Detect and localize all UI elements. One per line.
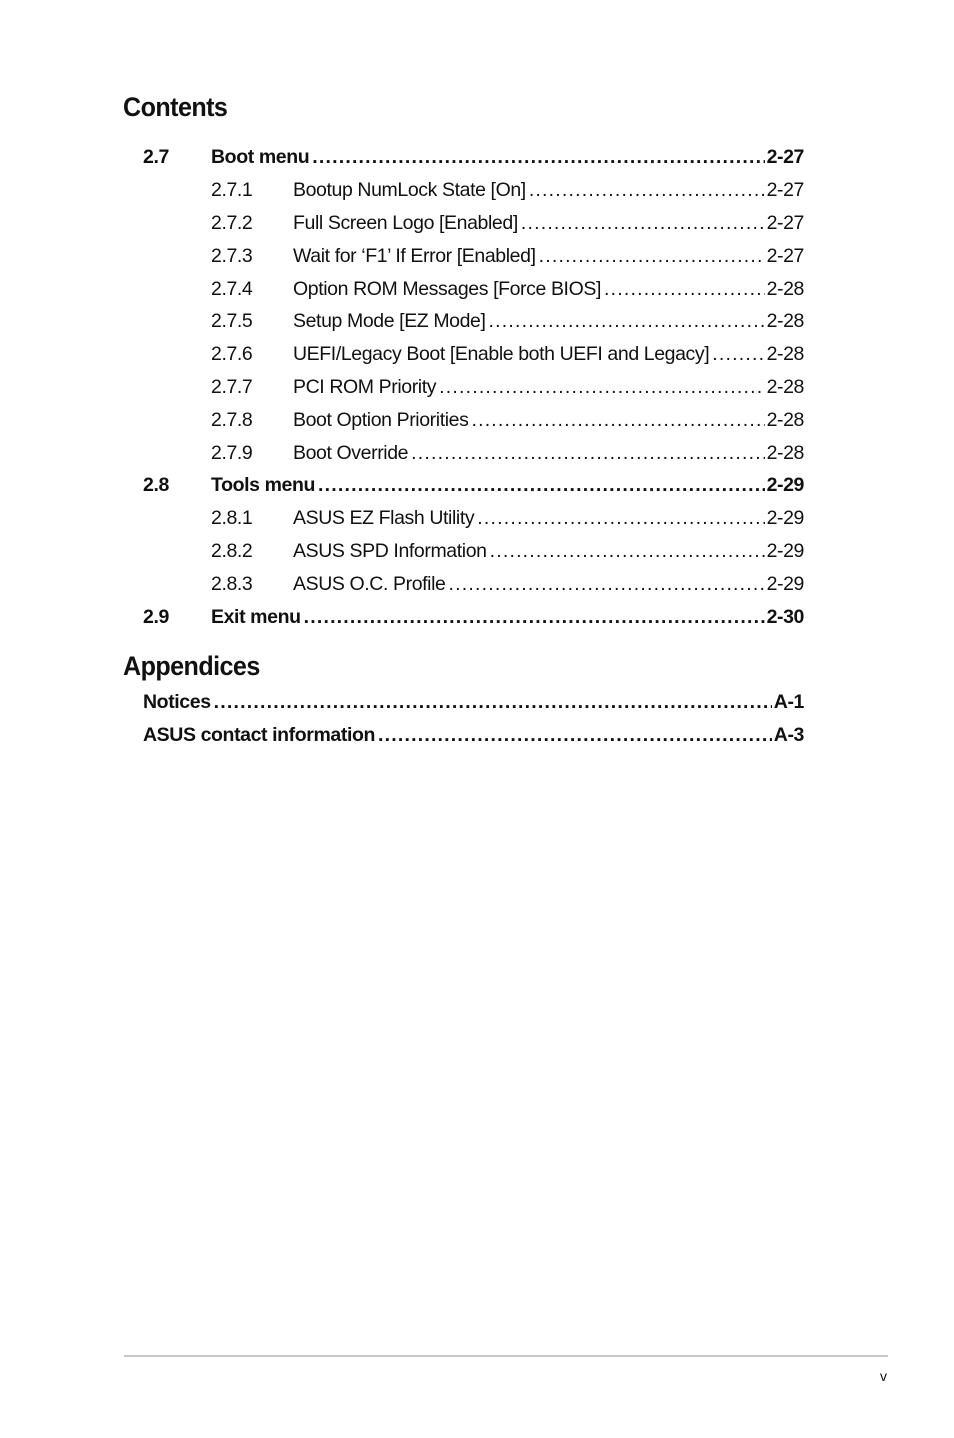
dot-leader [471, 406, 764, 434]
appendices-heading: Appendices [123, 651, 260, 681]
toc-entry-page: 2-27 [766, 179, 804, 201]
dot-leader [312, 143, 764, 171]
toc-entry-page: 2-27 [766, 146, 804, 168]
toc-entry-title: Setup Mode [EZ Mode] [293, 310, 486, 332]
toc-entry-title: PCI ROM Priority [293, 376, 437, 398]
toc-entry-2-8-3[interactable] [143, 570, 804, 598]
toc-entry-number: 2.7.1 [211, 179, 253, 201]
toc-entry-number: 2.8 [143, 474, 169, 496]
toc-entry-page: 2-29 [766, 573, 804, 595]
toc-entry-page: 2-28 [766, 409, 804, 431]
dot-leader [490, 537, 765, 565]
toc-entry-2-7-9[interactable] [143, 439, 804, 467]
toc-entry-title: Bootup NumLock State [On] [293, 179, 526, 201]
toc-entry-number: 2.8.2 [211, 540, 253, 562]
toc-entry-2-7-5[interactable] [143, 307, 804, 335]
toc-entry-title: Option ROM Messages [Force BIOS] [293, 278, 601, 300]
toc-entry-2-8[interactable] [143, 471, 804, 499]
toc-entry-number: 2.7.9 [211, 442, 253, 464]
toc-entry-page: 2-28 [766, 343, 804, 365]
toc-entry-2-7-8[interactable] [143, 406, 804, 434]
toc-entry-title: ASUS SPD Information [293, 540, 487, 562]
toc-entry-title: Tools menu [211, 474, 315, 496]
toc-entry-page: A-1 [773, 691, 804, 713]
dot-leader [489, 307, 765, 335]
dot-leader [439, 373, 764, 401]
toc-entry-asus-contact-information[interactable] [143, 721, 804, 749]
toc-entry-number: 2.7.5 [211, 310, 253, 332]
dot-leader [318, 471, 765, 499]
toc-entry-2-7-7[interactable] [143, 373, 804, 401]
toc-entry-page: 2-29 [766, 540, 804, 562]
toc-entry-2-7-6[interactable] [143, 340, 804, 368]
toc-entry-2-7-3[interactable] [143, 242, 804, 270]
toc-entry-number: 2.7.8 [211, 409, 253, 431]
toc-entry-title: Notices [143, 691, 211, 713]
toc-entry-page: A-3 [773, 724, 804, 746]
toc-entry-title: UEFI/Legacy Boot [Enable both UEFI and Legacy] [293, 343, 710, 365]
dot-leader [539, 242, 765, 270]
toc-entry-number: 2.7.3 [211, 245, 253, 267]
toc-entry-number: 2.8.1 [211, 507, 253, 529]
toc-entry-title: ASUS contact information [143, 724, 375, 746]
toc-entry-title: ASUS EZ Flash Utility [293, 507, 475, 529]
toc-entry-2-7-4[interactable] [143, 275, 804, 303]
dot-leader [712, 340, 764, 368]
dot-leader [604, 275, 765, 303]
footer-divider [124, 1355, 888, 1357]
toc-entry-notices[interactable] [143, 688, 804, 716]
toc-entry-page: 2-30 [766, 606, 804, 628]
toc-entry-page: 2-28 [766, 376, 804, 398]
dot-leader [477, 504, 764, 532]
toc-entry-number: 2.8.3 [211, 573, 253, 595]
toc-entry-number: 2.9 [143, 606, 169, 628]
toc-entry-page: 2-27 [766, 245, 804, 267]
dot-leader [214, 688, 772, 716]
toc-entry-page: 2-28 [766, 442, 804, 464]
toc-entry-2-7-2[interactable] [143, 209, 804, 237]
toc-entry-2-7-1[interactable] [143, 176, 804, 204]
toc-entry-number: 2.7.7 [211, 376, 253, 398]
toc-entry-number: 2.7.2 [211, 212, 253, 234]
toc-entry-2-9[interactable] [143, 603, 804, 631]
dot-leader [449, 570, 765, 598]
page-number: v [880, 1368, 887, 1384]
toc-entry-2-8-1[interactable] [143, 504, 804, 532]
toc-entry-page: 2-28 [766, 310, 804, 332]
dot-leader [529, 176, 765, 204]
toc-entry-2-8-2[interactable] [143, 537, 804, 565]
toc-entry-title: Full Screen Logo [Enabled] [293, 212, 518, 234]
toc-entry-title: Boot Option Priorities [293, 409, 469, 431]
toc-entry-title: ASUS O.C. Profile [293, 573, 446, 595]
toc-entry-page: 2-29 [766, 474, 804, 496]
toc-entry-title: Exit menu [211, 606, 301, 628]
toc-entry-page: 2-29 [766, 507, 804, 529]
toc-entry-page: 2-27 [766, 212, 804, 234]
toc-entry-number: 2.7.6 [211, 343, 253, 365]
toc-entry-title: Boot Override [293, 442, 409, 464]
dot-leader [304, 603, 765, 631]
dot-leader [521, 209, 765, 237]
toc-entry-page: 2-28 [766, 278, 804, 300]
contents-heading: Contents [123, 92, 228, 122]
toc-entry-title: Wait for ‘F1’ If Error [Enabled] [293, 245, 536, 267]
toc-entry-2-7[interactable] [143, 143, 804, 171]
dot-leader [411, 439, 764, 467]
toc-entry-title: Boot menu [211, 146, 310, 168]
dot-leader [378, 721, 772, 749]
toc-entry-number: 2.7.4 [211, 278, 253, 300]
toc-entry-number: 2.7 [143, 146, 169, 168]
